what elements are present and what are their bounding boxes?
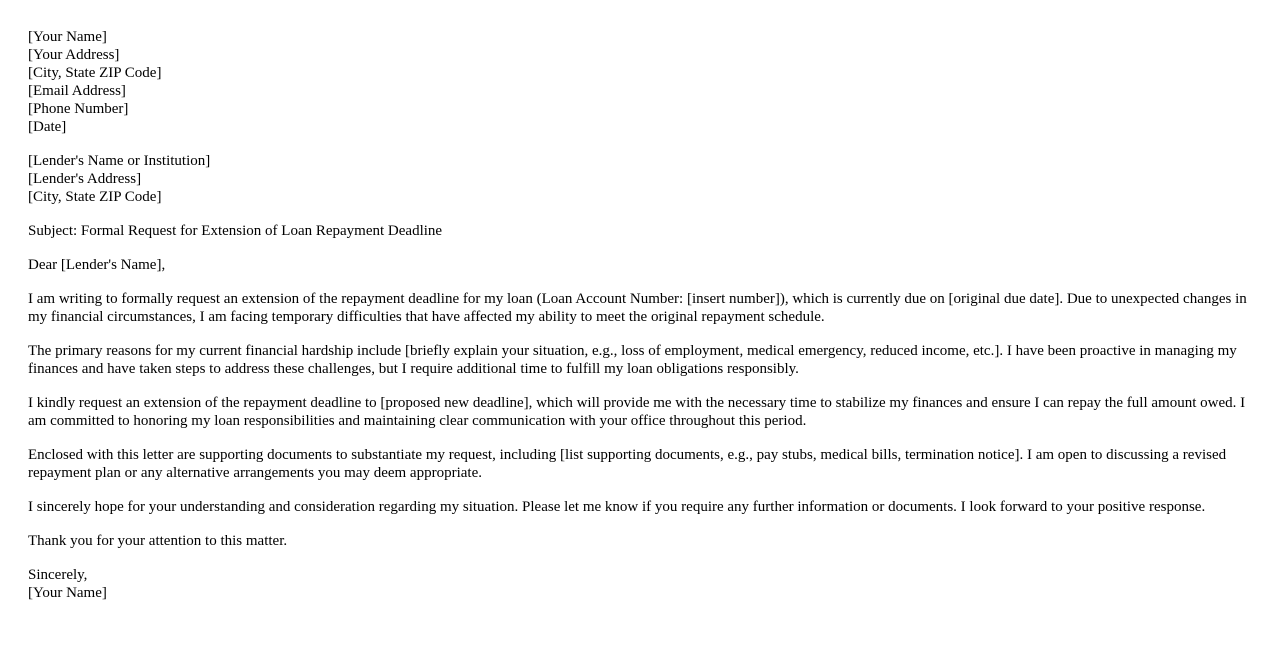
sender-city-state-zip: [City, State ZIP Code]: [28, 65, 162, 81]
body-paragraph-extension: I kindly request an extension of the repayment deadline to [proposed new deadline], which will provide me with the necessary time to stabilize my finances and ensure I can repay the full amount owed. I am committed to honoring my loan responsibilities and maintaining clear communication with your office throughout this period.: [28, 395, 1246, 429]
body-paragraph-request: I am writing to formally request an extension of the repayment deadline for my loan (Loan Account Number: [insert number]), which is currently due on [original due date]. Due to unexpected changes in my financial circumstances, I am facing temporary difficulties that have affected my ability to meet the original repayment schedule.: [28, 291, 1247, 325]
body-paragraph-reasons: The primary reasons for my current financial hardship include [briefly explain your situation, e.g., loss of employment, medical emergency, reduced income, etc.]. I have been proactive in managing my finances and have taken steps to address these challenges, but I require additional time to fulfill my loan obligations responsibly.: [28, 343, 1237, 377]
sender-name: [Your Name]: [28, 29, 107, 45]
letter-date: [Date]: [28, 119, 67, 135]
body-paragraph-enclosures: Enclosed with this letter are supporting documents to substantiate my request, including [list supporting documents, e.g., pay stubs, medical bills, termination notice]. I am open to discussing a revised repayment plan or any alternative arrangements you may deem appropriate.: [28, 447, 1227, 481]
subject-line: Subject: Formal Request for Extension of Loan Repayment Deadline: [28, 223, 443, 239]
closing-block: [28, 566, 1252, 602]
letter-document: [28, 28, 1252, 602]
sender-email: [Email Address]: [28, 83, 126, 99]
signature-name: [Your Name]: [28, 585, 107, 601]
body-paragraph-thanks: Thank you for your attention to this matter.: [28, 533, 288, 549]
recipient-address: [Lender's Address]: [28, 171, 142, 187]
sender-block: [28, 28, 1252, 136]
body-paragraph-hope: I sincerely hope for your understanding and consideration regarding my situation. Please let me know if you require any further information or documents. I look forward to your positive response.: [28, 499, 1206, 515]
recipient-city-state-zip: [City, State ZIP Code]: [28, 189, 162, 205]
recipient-name: [Lender's Name or Institution]: [28, 153, 211, 169]
sender-address: [Your Address]: [28, 47, 120, 63]
salutation: Dear [Lender's Name],: [28, 257, 166, 273]
valediction: Sincerely,: [28, 567, 88, 583]
sender-phone: [Phone Number]: [28, 101, 129, 117]
recipient-block: [28, 152, 1252, 206]
